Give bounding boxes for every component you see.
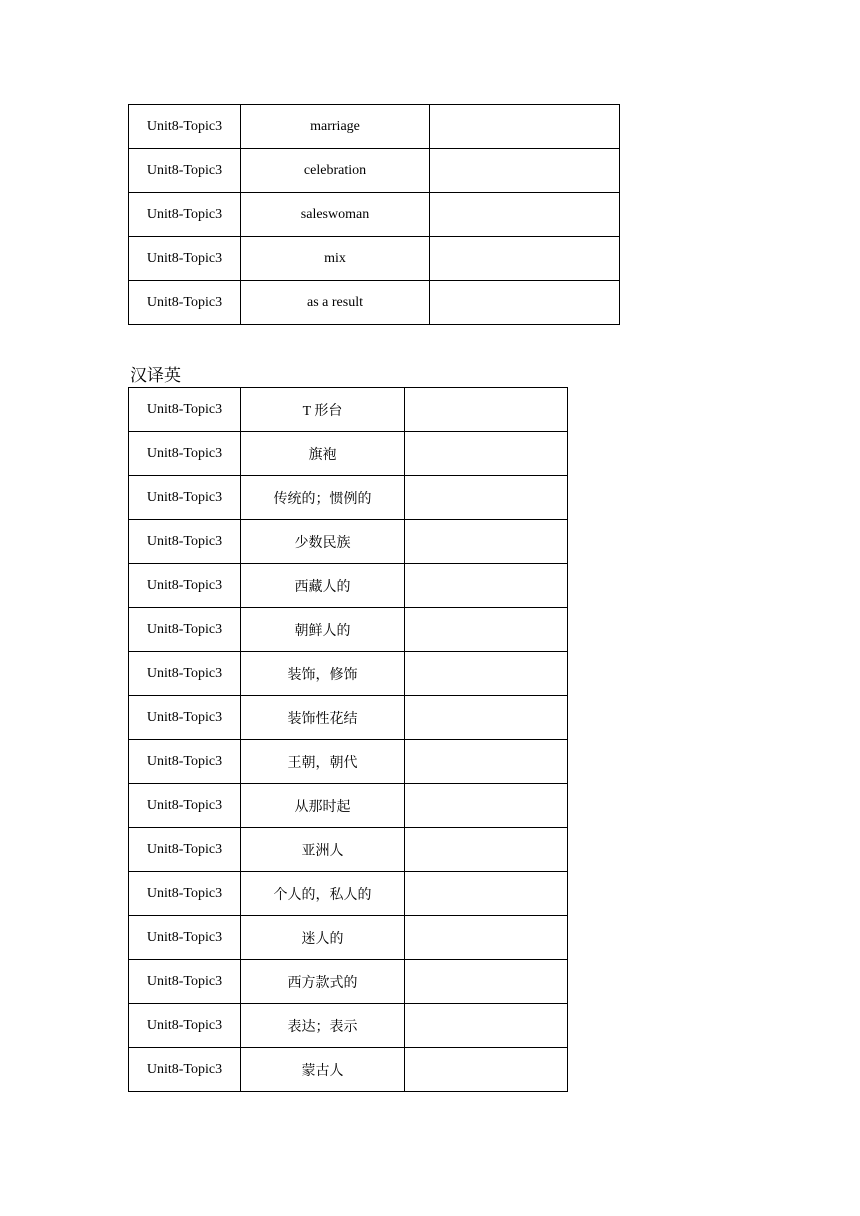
english-to-chinese-row [129, 237, 620, 281]
term-cell: 朝鲜人的 [241, 608, 405, 652]
unit-cell: Unit8-Topic3 [129, 784, 241, 828]
chinese-to-english-row [129, 520, 568, 564]
chinese-to-english-table [128, 387, 568, 1092]
term-cell: 个人的，私人的 [241, 872, 405, 916]
chinese-to-english-row [129, 608, 568, 652]
answer-blank-cell[interactable] [405, 872, 568, 916]
answer-blank-cell[interactable] [405, 916, 568, 960]
unit-cell: Unit8-Topic3 [129, 432, 241, 476]
chinese-to-english-row [129, 388, 568, 432]
term-cell: 装饰，修饰 [241, 652, 405, 696]
term-cell: mix [241, 237, 430, 281]
chinese-to-english-row [129, 828, 568, 872]
english-to-chinese-row [129, 281, 620, 325]
unit-cell: Unit8-Topic3 [129, 916, 241, 960]
term-cell: 旗袍 [241, 432, 405, 476]
answer-blank-cell[interactable] [405, 652, 568, 696]
unit-cell: Unit8-Topic3 [129, 476, 241, 520]
unit-cell: Unit8-Topic3 [129, 608, 241, 652]
answer-blank-cell[interactable] [405, 432, 568, 476]
unit-cell: Unit8-Topic3 [129, 388, 241, 432]
answer-blank-cell[interactable] [405, 960, 568, 1004]
unit-cell: Unit8-Topic3 [129, 520, 241, 564]
term-cell: celebration [241, 149, 430, 193]
term-cell: marriage [241, 105, 430, 149]
unit-cell: Unit8-Topic3 [129, 1048, 241, 1092]
answer-blank-cell[interactable] [430, 281, 620, 325]
answer-blank-cell[interactable] [405, 1048, 568, 1092]
answer-blank-cell[interactable] [405, 1004, 568, 1048]
chinese-to-english-rows [129, 388, 568, 1092]
unit-cell: Unit8-Topic3 [129, 564, 241, 608]
answer-blank-cell[interactable] [405, 476, 568, 520]
unit-cell: Unit8-Topic3 [129, 1004, 241, 1048]
unit-cell: Unit8-Topic3 [129, 872, 241, 916]
english-to-chinese-row [129, 193, 620, 237]
answer-blank-cell[interactable] [405, 520, 568, 564]
term-cell: 亚洲人 [241, 828, 405, 872]
answer-blank-cell[interactable] [405, 388, 568, 432]
answer-blank-cell[interactable] [405, 696, 568, 740]
english-to-chinese-row [129, 105, 620, 149]
term-cell: 少数民族 [241, 520, 405, 564]
unit-cell: Unit8-Topic3 [129, 740, 241, 784]
unit-cell: Unit8-Topic3 [129, 960, 241, 1004]
chinese-to-english-row [129, 1048, 568, 1092]
english-to-chinese-row [129, 149, 620, 193]
chinese-to-english-row [129, 696, 568, 740]
chinese-to-english-row [129, 564, 568, 608]
unit-cell: Unit8-Topic3 [129, 828, 241, 872]
term-cell: saleswoman [241, 193, 430, 237]
chinese-to-english-row [129, 432, 568, 476]
term-cell: 装饰性花结 [241, 696, 405, 740]
section-heading-chinese-to-english: 汉译英 [130, 366, 181, 385]
answer-blank-cell[interactable] [405, 828, 568, 872]
answer-blank-cell[interactable] [405, 740, 568, 784]
term-cell: 迷人的 [241, 916, 405, 960]
english-to-chinese-rows [129, 105, 620, 325]
answer-blank-cell[interactable] [405, 784, 568, 828]
answer-blank-cell[interactable] [430, 237, 620, 281]
chinese-to-english-row [129, 960, 568, 1004]
term-cell: 蒙古人 [241, 1048, 405, 1092]
unit-cell: Unit8-Topic3 [129, 696, 241, 740]
answer-blank-cell[interactable] [405, 564, 568, 608]
chinese-to-english-row [129, 476, 568, 520]
chinese-to-english-row [129, 740, 568, 784]
chinese-to-english-row [129, 916, 568, 960]
unit-cell: Unit8-Topic3 [129, 237, 241, 281]
term-cell: 表达；表示 [241, 1004, 405, 1048]
chinese-to-english-row [129, 1004, 568, 1048]
unit-cell: Unit8-Topic3 [129, 193, 241, 237]
chinese-to-english-row [129, 652, 568, 696]
chinese-to-english-row [129, 784, 568, 828]
term-cell: as a result [241, 281, 430, 325]
answer-blank-cell[interactable] [430, 105, 620, 149]
unit-cell: Unit8-Topic3 [129, 652, 241, 696]
term-cell: 西方款式的 [241, 960, 405, 1004]
chinese-to-english-row [129, 872, 568, 916]
answer-blank-cell[interactable] [405, 608, 568, 652]
unit-cell: Unit8-Topic3 [129, 105, 241, 149]
term-cell: 西藏人的 [241, 564, 405, 608]
term-cell: T 形台 [241, 388, 405, 432]
english-to-chinese-table [128, 104, 620, 325]
term-cell: 从那时起 [241, 784, 405, 828]
unit-cell: Unit8-Topic3 [129, 281, 241, 325]
unit-cell: Unit8-Topic3 [129, 149, 241, 193]
term-cell: 王朝，朝代 [241, 740, 405, 784]
answer-blank-cell[interactable] [430, 149, 620, 193]
term-cell: 传统的；惯例的 [241, 476, 405, 520]
answer-blank-cell[interactable] [430, 193, 620, 237]
